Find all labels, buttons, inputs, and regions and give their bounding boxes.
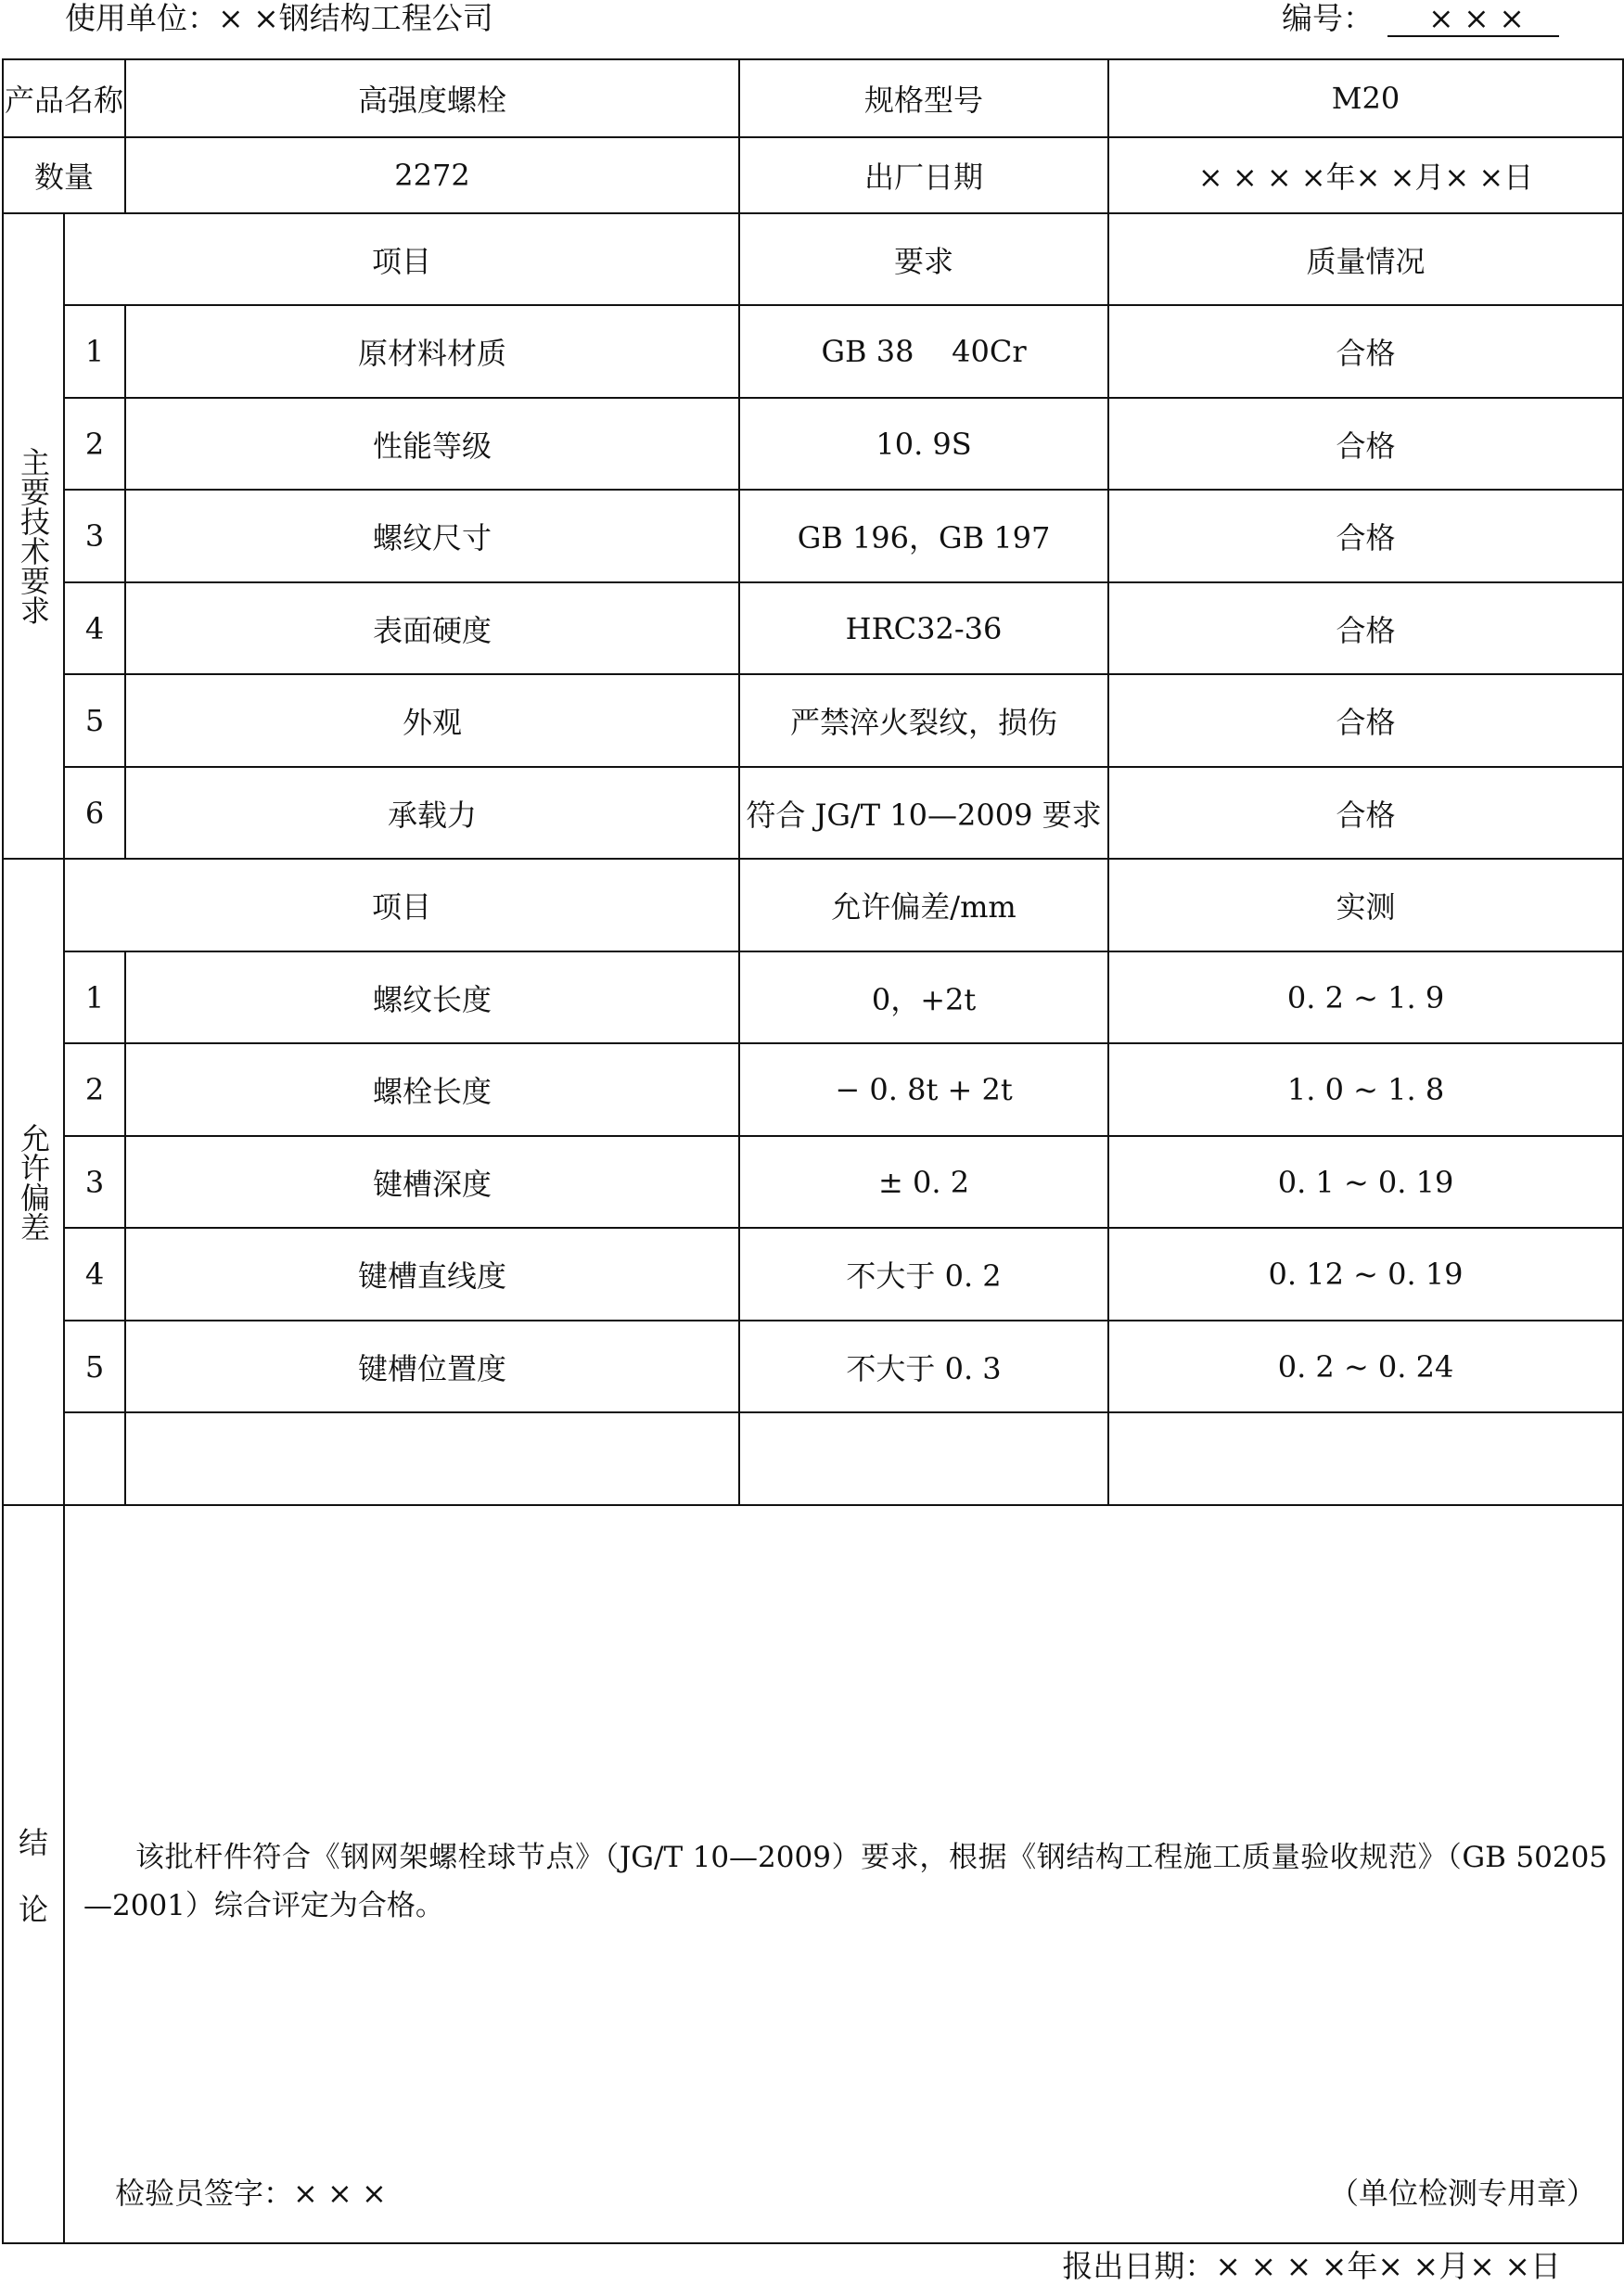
row-no: 5: [64, 674, 125, 767]
tol-col-item: 项目: [64, 859, 739, 951]
row-no: 6: [64, 767, 125, 859]
spec-label: 规格型号: [739, 59, 1108, 137]
row-tol: ± 0. 2: [739, 1136, 1108, 1228]
row-result: 合格: [1108, 490, 1623, 582]
row-req: 符合 JG/T 10—2009 要求: [739, 767, 1108, 859]
product-name-value: 高强度螺栓: [125, 59, 739, 137]
spec-value: M20: [1108, 59, 1623, 137]
row-result: 合格: [1108, 767, 1623, 859]
conclusion-body: [64, 1505, 1623, 2243]
date-label: 出厂日期: [739, 137, 1108, 213]
product-name-label: 产品名称: [3, 59, 125, 137]
tech-col-req: 要求: [739, 213, 1108, 305]
row-req: HRC32-36: [739, 582, 1108, 674]
row-item: 键槽直线度: [125, 1228, 739, 1321]
row-no: 3: [64, 490, 125, 582]
row-measured: 0. 2 ~ 1. 9: [1108, 951, 1623, 1043]
row-no: 2: [64, 398, 125, 490]
serial-value: × × ×: [1428, 0, 1525, 36]
row-item: 键槽深度: [125, 1136, 739, 1228]
tech-col-item: 项目: [64, 213, 739, 305]
table-row: [3, 767, 1623, 859]
tech-col-quality: 质量情况: [1108, 213, 1623, 305]
tol-col-tol: 允许偏差/mm: [739, 859, 1108, 951]
row-tol: 0，+2t: [739, 951, 1108, 1043]
table-row: [3, 582, 1623, 674]
row-no: 5: [64, 1321, 125, 1412]
conclusion-label-2: 论: [18, 1892, 48, 1927]
row-result: 合格: [1108, 398, 1623, 490]
date-value: × × × ×年× ×月× ×日: [1108, 137, 1623, 213]
tol-section-label: 允许偏差: [3, 859, 64, 1505]
row-req: 10. 9S: [739, 398, 1108, 490]
row-item: 螺纹长度: [125, 951, 739, 1043]
conclusion-text: 该批杆件符合《钢网架螺栓球节点》（JG/T 10—2009）要求，根据《钢结构工程施工质量验收规范》（GB 50205—2001）综合评定为合格。: [83, 1841, 1608, 1922]
conclusion-label-1: 结: [18, 1825, 48, 1860]
row-tol: 不大于 0. 3: [739, 1321, 1108, 1412]
empty-cell: [125, 1412, 739, 1505]
inspection-form: [2, 58, 1624, 2244]
user-unit: 使用单位：× ×钢结构工程公司: [65, 0, 493, 36]
row-no: 1: [64, 305, 125, 398]
table-row: [3, 398, 1623, 490]
tech-header-row: [3, 213, 1623, 305]
row-result: 合格: [1108, 674, 1623, 767]
row-item: 性能等级: [125, 398, 739, 490]
tech-section-label: 主要技术要求: [3, 213, 64, 859]
serial-underline: [1387, 35, 1559, 37]
row-item: 承载力: [125, 767, 739, 859]
row-measured: 0. 2 ~ 0. 24: [1108, 1321, 1623, 1412]
row-tol: 不大于 0. 2: [739, 1228, 1108, 1321]
row-result: 合格: [1108, 582, 1623, 674]
row-no: 4: [64, 582, 125, 674]
row-req: 严禁淬火裂纹，损伤: [739, 674, 1108, 767]
conclusion-label: [3, 1505, 64, 2243]
table-row: [3, 1136, 1623, 1228]
row-item: 键槽位置度: [125, 1321, 739, 1412]
row-item: 螺栓长度: [125, 1043, 739, 1136]
row-tol: − 0. 8t + 2t: [739, 1043, 1108, 1136]
row-item: 表面硬度: [125, 582, 739, 674]
tol-header-row: [3, 859, 1623, 951]
row-measured: 1. 0 ~ 1. 8: [1108, 1043, 1623, 1136]
table-row: [3, 674, 1623, 767]
row-no: 2: [64, 1043, 125, 1136]
table-row: [3, 1043, 1623, 1136]
empty-cell: [64, 1412, 125, 1505]
product-row-1: [3, 59, 1623, 137]
table-row-empty: [3, 1412, 1623, 1505]
row-item: 螺纹尺寸: [125, 490, 739, 582]
unit-stamp: （单位检测专用章）: [1329, 2176, 1597, 2211]
row-no: 1: [64, 951, 125, 1043]
row-req: GB 196，GB 197: [739, 490, 1108, 582]
tol-col-measured: 实测: [1108, 859, 1623, 951]
row-req: GB 38 40Cr: [739, 305, 1108, 398]
row-result: 合格: [1108, 305, 1623, 398]
qty-label: 数量: [3, 137, 125, 213]
serial-label: 编号：: [1282, 0, 1374, 36]
empty-cell: [1108, 1412, 1623, 1505]
qty-value: 2272: [125, 137, 739, 213]
inspector-signature: 检验员签字：× × ×: [115, 2176, 387, 2211]
table-row: [3, 951, 1623, 1043]
row-no: 3: [64, 1136, 125, 1228]
row-measured: 0. 12 ~ 0. 19: [1108, 1228, 1623, 1321]
conclusion-row: [3, 1505, 1623, 2243]
report-date: 报出日期：× × × ×年× ×月× ×日: [1062, 2248, 1561, 2284]
row-item: 原材料材质: [125, 305, 739, 398]
empty-cell: [739, 1412, 1108, 1505]
row-measured: 0. 1 ~ 0. 19: [1108, 1136, 1623, 1228]
product-row-2: [3, 137, 1623, 213]
row-no: 4: [64, 1228, 125, 1321]
table-row: [3, 1228, 1623, 1321]
row-item: 外观: [125, 674, 739, 767]
table-row: [3, 1321, 1623, 1412]
table-row: [3, 490, 1623, 582]
table-row: [3, 305, 1623, 398]
